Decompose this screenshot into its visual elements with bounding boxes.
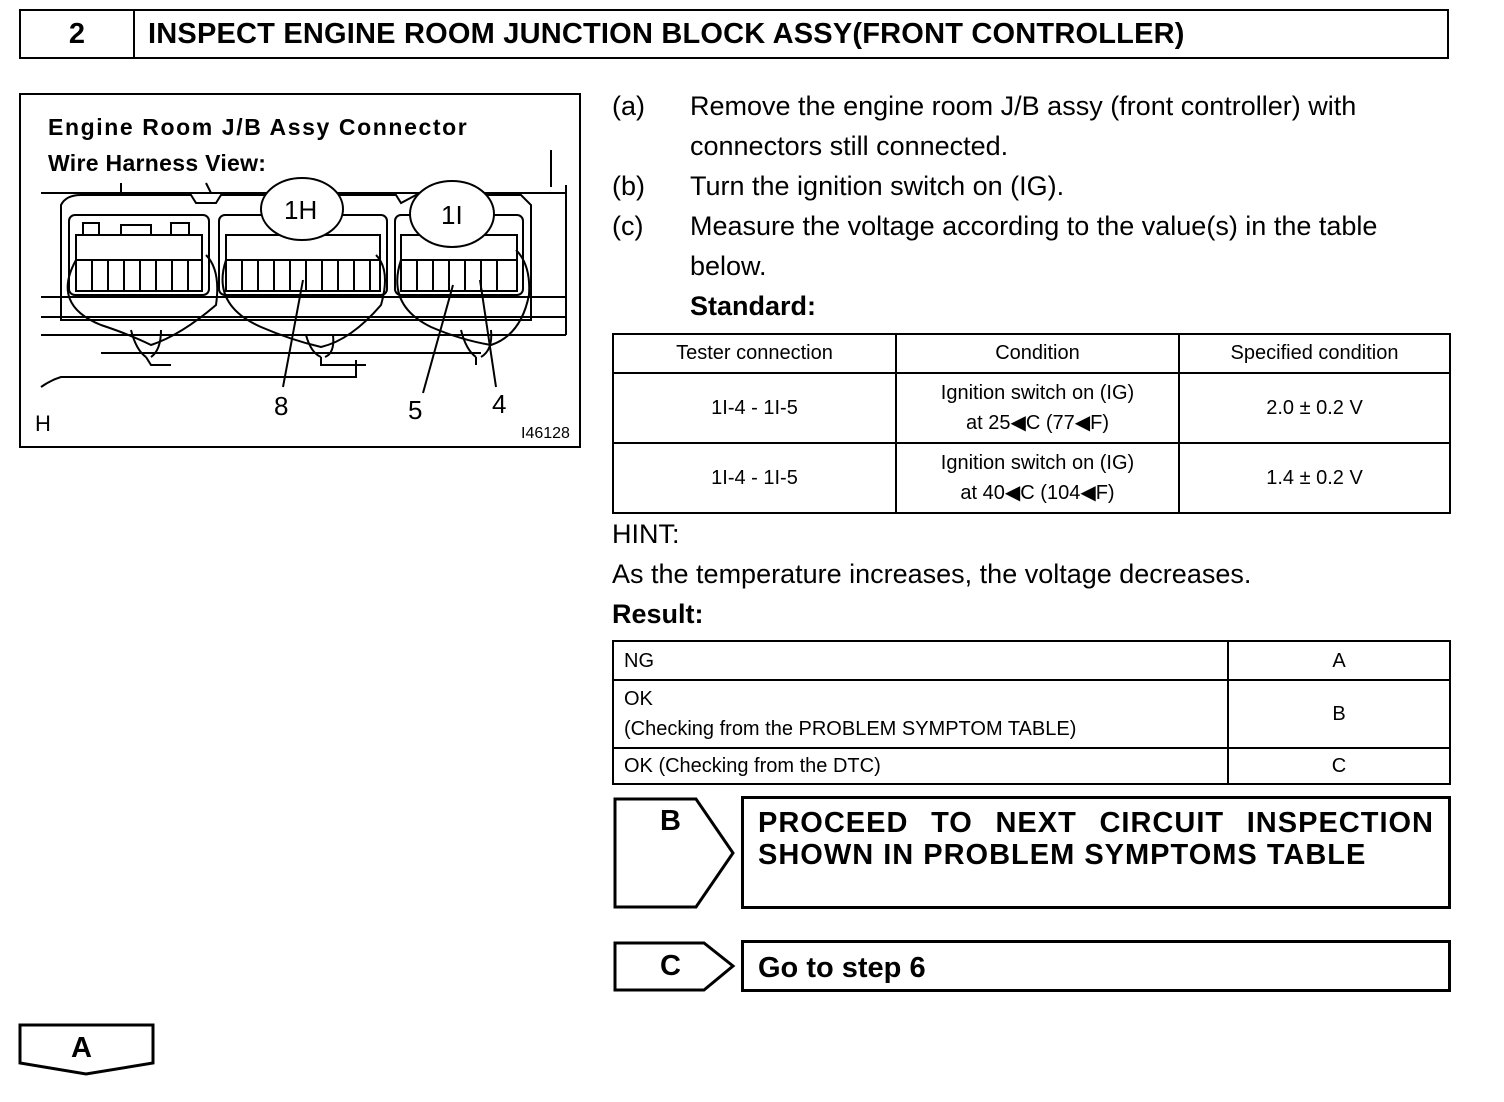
result-line-2: (Checking from the PROBLEM SYMPTOM TABLE) [624,718,1077,740]
column-header: Tester connection [613,334,896,373]
specified-condition: 1.4 ± 0.2 V [1179,443,1450,513]
result-description [613,680,1228,748]
figure-caption [48,109,468,181]
tester-connection: 1I-4 - 1I-5 [613,373,896,443]
condition-line-2: at 40◀C (104◀F) [960,482,1115,504]
pin-label-8: 8 [274,391,289,421]
action-b-code: B [660,805,681,837]
table-row [613,373,1450,443]
step-key: (c) [612,211,644,241]
step-header [19,9,1449,59]
corner-label: H [35,411,51,436]
table-row [613,748,1450,784]
result-description: OK (Checking from the DTC) [613,748,1228,784]
column-header: Specified condition [1179,334,1450,373]
step-key: (b) [612,171,645,201]
action-a-code: A [71,1032,92,1064]
step-a [612,86,1452,166]
action-c-box: Go to step 6 [741,940,1451,992]
table-row [613,443,1450,513]
step-text: Turn the ignition switch on (IG). [690,171,1065,201]
condition [896,373,1179,443]
column-header: Condition [896,334,1179,373]
hint-label: HINT: [612,519,680,549]
result-line-1: OK [624,688,653,710]
result-code: A [1228,641,1450,680]
result-label: Result: [612,599,704,629]
figure-id: I46128 [521,425,570,442]
caption-line-1: Engine Room J/B Assy Connector [48,114,469,140]
connector-label-1i: 1I [441,200,463,230]
step-title: INSPECT ENGINE ROOM JUNCTION BLOCK ASSY(FRONT CONTROLLER) [148,17,1185,50]
step-number: 2 [21,11,135,57]
table-header-row [613,334,1450,373]
condition-line-2: at 25◀C (77◀F) [965,412,1110,434]
result-code: B [1228,680,1450,748]
standard-label: Standard: [690,291,817,321]
specified-condition: 2.0 ± 0.2 V [1179,373,1450,443]
hint-text: As the temperature increases, the voltage decreases. [612,559,1252,589]
tester-connection: 1I-4 - 1I-5 [613,443,896,513]
standard-table [612,333,1451,514]
table-row [613,680,1450,748]
step-text: Remove the engine room J/B assy (front controller) with connectors still connected. [690,91,1357,161]
result-code: C [1228,748,1450,784]
procedure-steps [612,86,1452,326]
caption-line-2: Wire Harness View: [48,150,267,176]
result-description: NG [613,641,1228,680]
result-table [612,640,1451,785]
connector-figure [19,93,581,448]
step-key: (a) [612,91,645,121]
action-b-box: PROCEED TO NEXT CIRCUIT INSPECTION SHOWN IN PROBLEM SYMPTOMS TABLE [741,796,1451,909]
table-row [613,641,1450,680]
action-c-code: C [660,950,681,982]
step-b [612,166,1452,206]
hint-block [612,514,1251,594]
connector-label-1h: 1H [284,195,318,225]
step-c [612,206,1452,286]
condition-line-1: Ignition switch on (IG) [940,382,1135,404]
pin-label-5: 5 [408,395,423,425]
condition-line-1: Ignition switch on (IG) [940,452,1135,474]
step-text: Measure the voltage according to the value(s) in the table below. [690,211,1378,281]
pin-label-4: 4 [492,389,507,419]
condition [896,443,1179,513]
